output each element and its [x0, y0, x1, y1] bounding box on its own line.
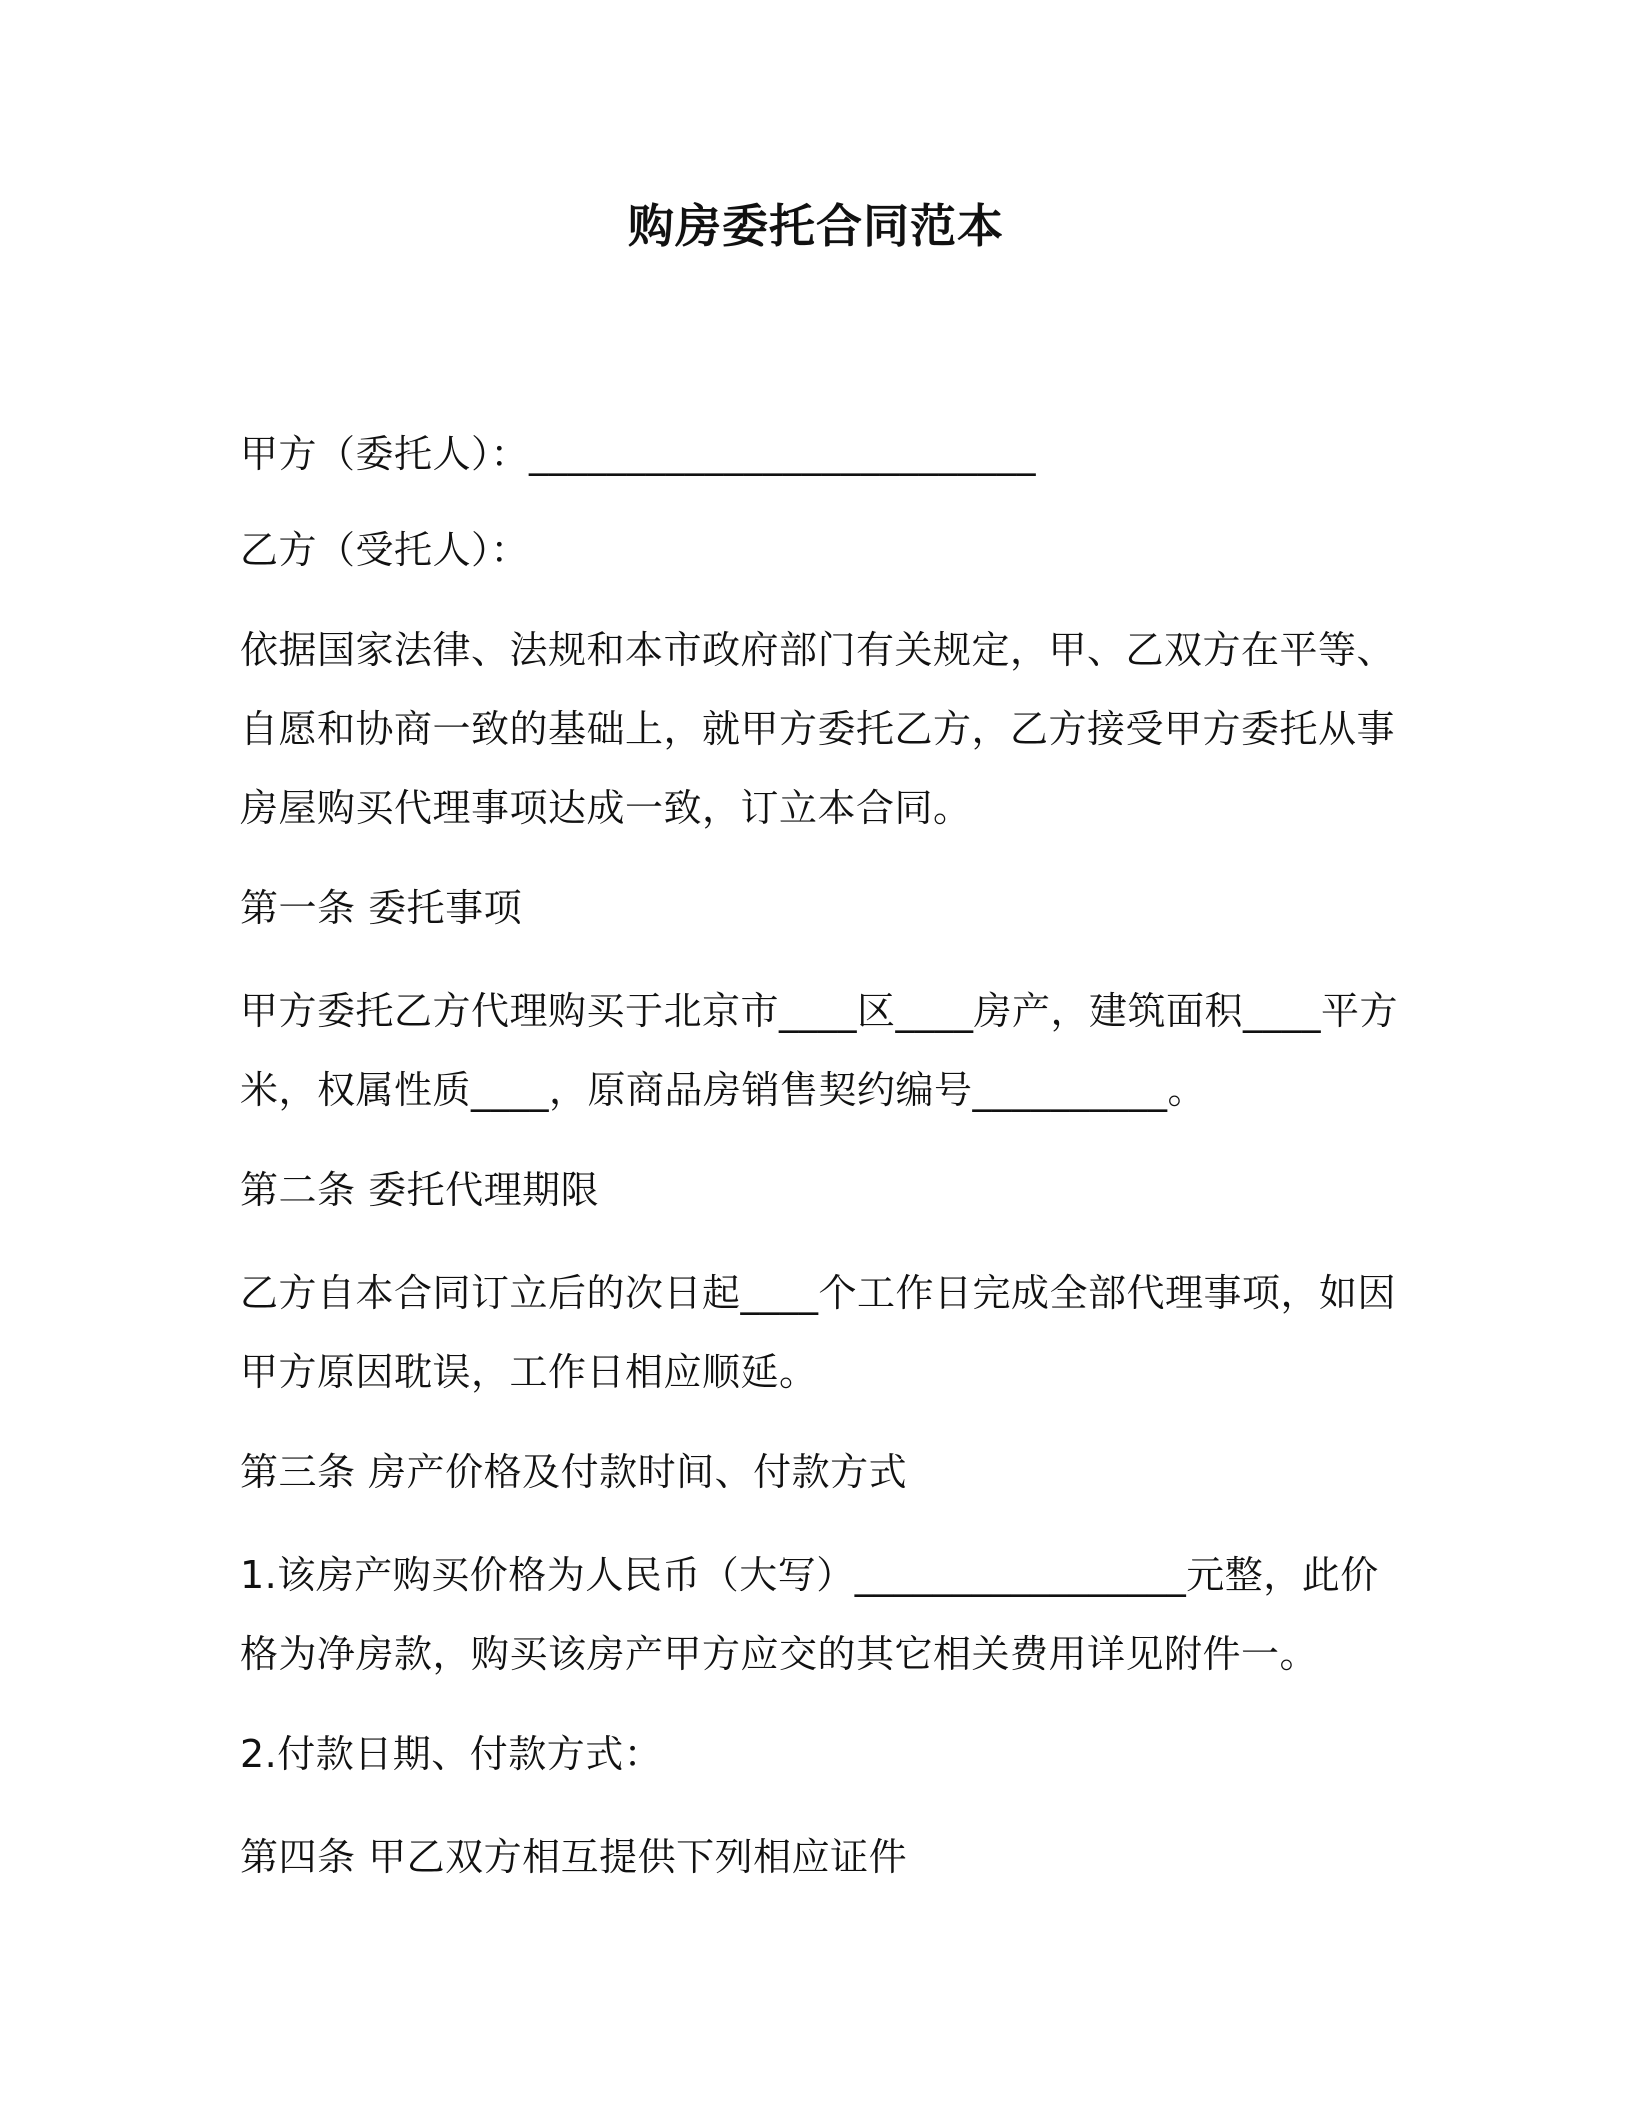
- document-title: 购房委托合同范本: [628, 199, 1004, 253]
- article-3-item-1-line-1: 1.该房产购买价格为人民币（大写）_________________元整，此价: [240, 1553, 1379, 1597]
- article-3-item-1-line-2: 格为净房款，购买该房产甲方应交的其它相关费用详见附件一。: [240, 1632, 1319, 1676]
- article-1-line-2: 米，权属性质____，原商品房销售契约编号__________。: [240, 1068, 1207, 1112]
- article-2-heading: 第二条 委托代理期限: [240, 1168, 600, 1212]
- preamble-line-1: 依据国家法律、法规和本市政府部门有关规定，甲、乙双方在平等、: [240, 628, 1396, 672]
- article-1-line-1: 甲方委托乙方代理购买于北京市____区____房产，建筑面积____平方: [240, 989, 1399, 1033]
- article-2-line-2: 甲方原因耽误，工作日相应顺延。: [240, 1350, 818, 1394]
- article-2-line-1: 乙方自本合同订立后的次日起____个工作日完成全部代理事项，如因: [240, 1271, 1397, 1315]
- party-a-line: 甲方（委托人）：__________________________: [240, 432, 1037, 476]
- article-3-heading: 第三条 房产价格及付款时间、付款方式: [240, 1450, 908, 1494]
- article-3-item-2: 2.付款日期、付款方式：: [240, 1732, 663, 1776]
- article-1-heading: 第一条 委托事项: [240, 886, 523, 930]
- article-4-heading: 第四条 甲乙双方相互提供下列相应证件: [240, 1835, 908, 1879]
- preamble-line-2: 自愿和协商一致的基础上，就甲方委托乙方，乙方接受甲方委托从事: [240, 707, 1396, 751]
- party-b-line: 乙方（受托人）：: [240, 528, 530, 572]
- preamble-line-3: 房屋购买代理事项达成一致，订立本合同。: [240, 786, 972, 830]
